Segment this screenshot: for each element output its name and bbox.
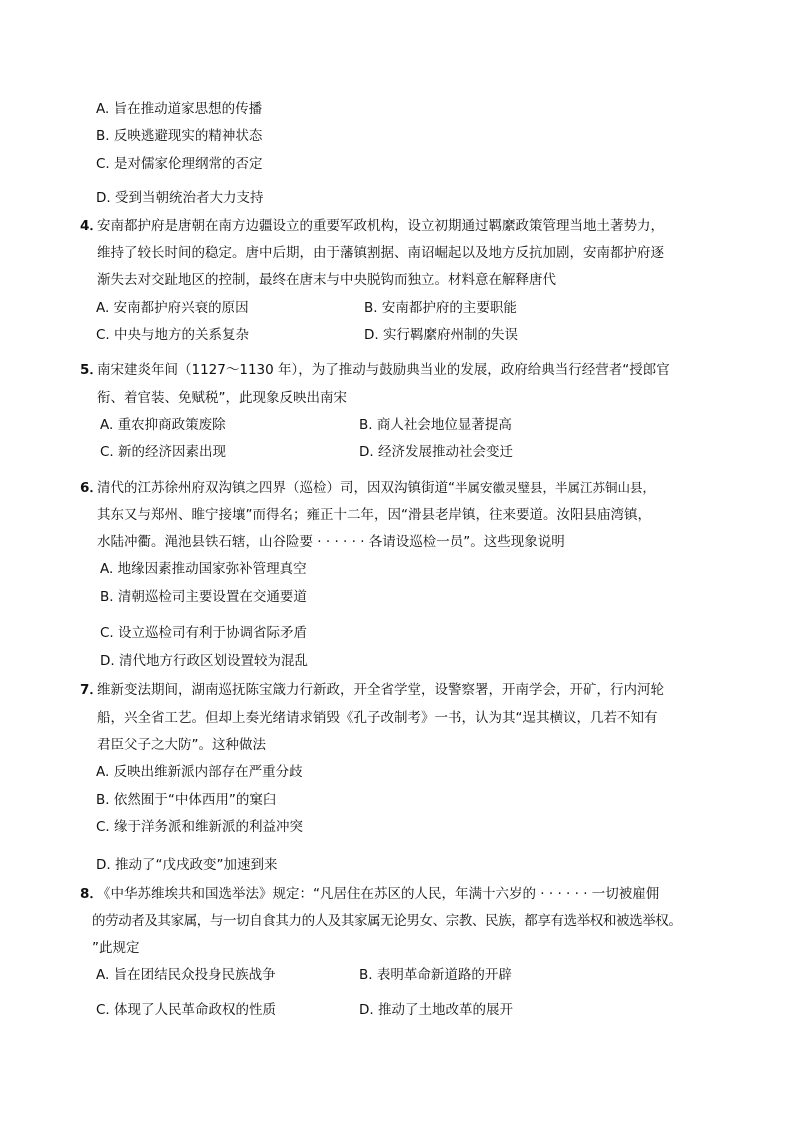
- q4-stem-line3: 渐失去对交趾地区的控制，最终在唐末与中央脱钩而独立。材料意在解释唐代: [97, 272, 556, 288]
- q4-option-d: D. 实行羁縻府州制的失误: [364, 327, 518, 343]
- q4-option-b: B. 安南都护府的主要职能: [364, 300, 517, 316]
- q7-option-d: D. 推动了“戊戌政变”加速到来: [96, 857, 278, 873]
- q8-stem-line1: 《中华苏维埃共和国选举法》规定：“凡居住在苏区的人民，年满十六岁的 · · · · · · 一切被雇佣: [97, 886, 660, 902]
- q6-option-c: C. 设立巡检司有利于协调省际矛盾: [100, 625, 308, 641]
- q8-option-d: D. 推动了土地改革的展开: [359, 1002, 513, 1018]
- q7-option-a: A. 反映出维新派内部存在严重分歧: [96, 764, 303, 780]
- q4-number: 4．: [80, 218, 103, 234]
- q6-option-a: A. 地缘因素推动国家弥补管理真空: [100, 561, 307, 577]
- q5-option-d: D. 经济发展推动社会变迁: [359, 444, 513, 460]
- q5-stem-line1: 南宋建炎年间（1127～1130 年），为了推动与鼓励典当业的发展，政府给典当行经营者“授郎官: [97, 362, 670, 378]
- q4-option-c: C. 中央与地方的关系复杂: [96, 327, 250, 343]
- q8-number: 8．: [80, 886, 103, 902]
- q5-stem-line2: 衔、着官装、免赋税”，此现象反映出南宋: [97, 390, 347, 406]
- q6-option-d: D. 清代地方行政区划设置较为混乱: [100, 653, 308, 669]
- q5-number: 5．: [80, 362, 103, 378]
- q7-stem-line3: 君臣父子之大防”。这种做法: [97, 737, 266, 753]
- q6-number: 6．: [80, 480, 103, 496]
- q8-option-b: B. 表明革命新道路的开辟: [359, 967, 512, 983]
- q5-option-b: B. 商人社会地位显著提高: [359, 417, 512, 433]
- q7-option-b: B. 依然囿于“中体西用”的窠臼: [96, 792, 277, 808]
- q6-option-b: B. 清朝巡检司主要设置在交通要道: [100, 589, 307, 605]
- q8-option-c: C. 体现了人民革命政权的性质: [96, 1002, 277, 1018]
- q4-stem-line1: 安南都护府是唐朝在南方边疆设立的重要军政机构，设立初期通过羁縻政策管理当地土著势力，: [97, 218, 664, 234]
- q7-stem-line1: 维新变法期间，湖南巡抚陈宝箴力行新政，开全省学堂，设警察署，开南学会，开矿，行内河轮: [97, 682, 664, 698]
- q8-stem-line3: ”此规定: [92, 940, 140, 956]
- q6-stem-line2: 其东又与郑州、睢宁接壤”而得名；雍正十二年，因“滑县老岸镇，往来要道。汝阳县庙湾镇，: [97, 507, 651, 523]
- q5-option-a: A. 重农抑商政策废除: [100, 417, 226, 433]
- q3-option-b: B. 反映逃避现实的精神状态: [96, 128, 263, 144]
- q7-stem-line2: 船，兴全省工艺。但却上奏光绪请求销毁《孔子改制考》一书，认为其“逞其横议，几若不知有: [97, 710, 658, 726]
- q7-number: 7．: [80, 682, 103, 698]
- q8-option-a: A. 旨在团结民众投身民族战争: [96, 967, 276, 983]
- q6-stem-line1: [97, 476, 655, 496]
- q3-option-d: D. 受到当朝统治者大力支持: [96, 190, 264, 206]
- q6-stem-line1-quote: 半属安徽灵璧县，半属江苏铜山县，: [455, 480, 656, 495]
- q7-option-c: C. 缘于洋务派和维新派的利益冲突: [96, 819, 304, 835]
- q4-stem-line2: 维持了较长时间的稳定。唐中后期，由于藩镇割据、南诏崛起以及地方反抗加剧，安南都护府逐: [97, 245, 664, 261]
- q5-option-c: C. 新的经济因素出现: [100, 444, 227, 460]
- q6-stem-line3: 水陆冲衢。渑池县铁石辖，山谷险要 · · · · · · 各请设巡检一员”。这些现象说明: [97, 534, 565, 550]
- q4-option-a: A. 安南都护府兴衰的原因: [96, 300, 249, 316]
- q3-option-c: C. 是对儒家伦理纲常的否定: [96, 156, 263, 172]
- q6-stem-line1-main: 清代的江苏徐州府双沟镇之四界（巡检）司，因双沟镇街道“: [97, 480, 455, 496]
- q3-option-a: A. 旨在推动道家思想的传播: [96, 101, 263, 117]
- q8-stem-line2: 的劳动者及其家属，与一切自食其力的人及其家属无论男女、宗教、民族，都享有选举权和被选举权。: [92, 913, 682, 929]
